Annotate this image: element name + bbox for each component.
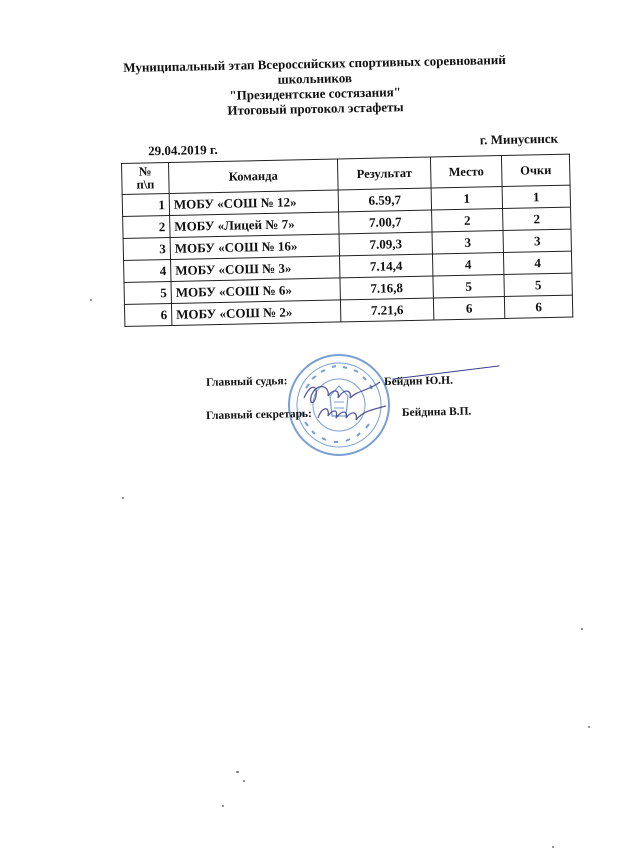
scan-speck [236, 771, 239, 773]
scan-speck [90, 299, 92, 301]
title-line-3: "Президентские состязания" [229, 84, 402, 103]
cell-team: МОБУ «СОШ № 3» [171, 256, 340, 282]
cell-team: МОБУ «СОШ № 12» [169, 190, 338, 216]
cell-team: МОБУ «СОШ № 16» [170, 234, 339, 260]
cell-points: 5 [504, 273, 572, 296]
column-header-num [122, 163, 170, 195]
cell-team: МОБУ «СОШ № 6» [171, 278, 340, 304]
judge-signature-line [205, 374, 454, 389]
cell-points: 6 [504, 295, 572, 318]
cell-num: 2 [123, 215, 170, 238]
secretary-name: Бейдина В.П. [401, 405, 472, 420]
scan-speck [552, 846, 554, 848]
cell-num: 4 [124, 259, 171, 282]
cell-place: 4 [432, 253, 503, 276]
scan-speck [243, 780, 245, 782]
cell-place: 1 [431, 187, 502, 210]
cell-result: 7.14,4 [339, 254, 432, 278]
judge-label: Главный судья: [205, 375, 288, 389]
cell-place: 5 [433, 275, 504, 298]
protocol-date: 29.04.2019 г. [148, 141, 218, 159]
column-header-place: Место [430, 156, 502, 188]
secretary-label: Главный секретарь: [205, 407, 312, 423]
scan-speck [588, 726, 590, 728]
document-title [119, 52, 510, 120]
column-header-num-line1: № [138, 164, 152, 179]
cell-result: 7.21,6 [340, 298, 433, 322]
title-line-4: Итоговый протокол эстафеты [227, 99, 404, 118]
cell-num: 3 [123, 237, 170, 260]
title-line-2: школьников [277, 70, 353, 87]
scan-speck [581, 628, 583, 630]
column-header-team: Команда [169, 159, 339, 194]
scan-speck [222, 805, 224, 807]
cell-place: 2 [432, 209, 503, 232]
cell-team: МОБУ «СОШ № 2» [171, 300, 340, 326]
cell-result: 7.00,7 [339, 210, 432, 234]
scan-speck [122, 497, 124, 499]
cell-num: 1 [122, 193, 169, 216]
protocol-city: г. Минусинск [479, 130, 559, 148]
date-city-line [148, 130, 559, 159]
handwritten-signature [300, 376, 390, 426]
cell-result: 7.16,8 [340, 276, 433, 300]
cell-points: 2 [503, 207, 571, 230]
cell-num: 5 [124, 281, 171, 304]
column-header-points: Очки [501, 154, 570, 186]
cell-place: 6 [433, 297, 504, 320]
cell-points: 1 [502, 185, 570, 208]
cell-place: 3 [432, 231, 503, 254]
judge-name: Бейдин Ю.Н. [383, 374, 454, 389]
secretary-signature-line [205, 405, 472, 423]
cell-num: 6 [124, 303, 171, 326]
column-header-num-line2: п\п [136, 177, 155, 192]
cell-team: МОБУ «Лицей № 7» [170, 212, 339, 238]
results-table [121, 154, 573, 327]
cell-result: 6.59,7 [338, 188, 431, 212]
column-header-result: Результат [337, 157, 431, 190]
cell-points: 4 [503, 251, 571, 274]
title-line-1: Муниципальный этап Всероссийских спортивных соревнований [123, 52, 506, 76]
cell-result: 7.09,3 [339, 232, 432, 256]
cell-points: 3 [503, 229, 571, 252]
